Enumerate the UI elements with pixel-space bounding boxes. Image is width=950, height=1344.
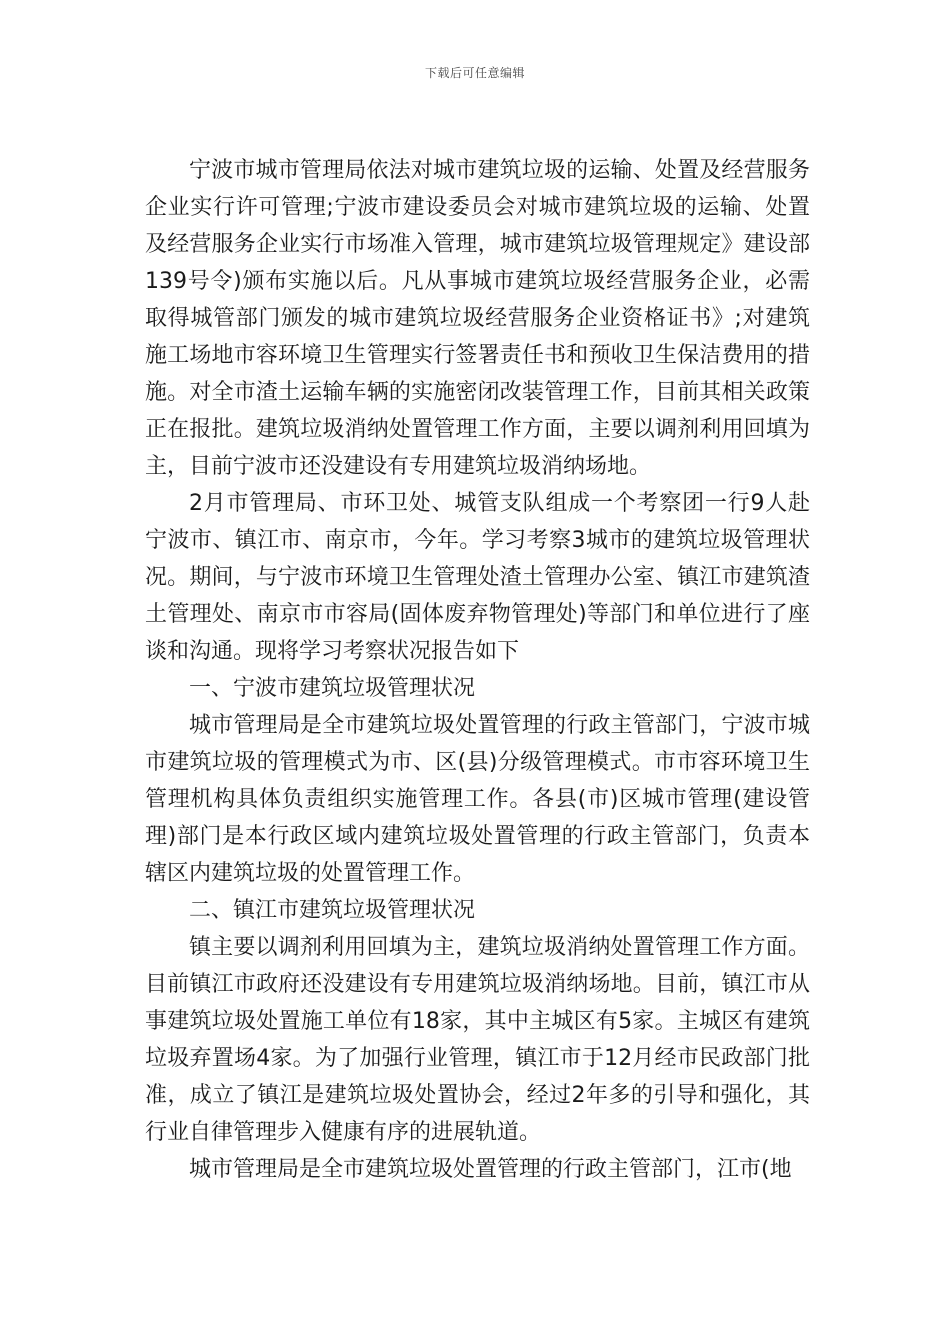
- document-body: [145, 152, 810, 1188]
- paragraph-ningbo-intro: 宁波市城市管理局依法对城市建筑垃圾的运输、处置及经营服务企业实行许可管理;宁波市建设委员会对城市建筑垃圾的运输、处置及经营服务企业实行市场准入管理，城市建筑垃圾管理规定》建设部139号令)颁布实施以后。凡从事城市建筑垃圾经营服务企业，必需取得城管部门颁发的城市建筑垃圾经营服务企业资格证书》;对建筑施工场地市容环境卫生管理实行签署责任书和预收卫生保洁费用的措施。对全市渣土运输车辆的实施密闭改装管理工作，目前其相关政策正在报批。建筑垃圾消纳处置管理工作方面，主要以调剂利用回填为主，目前宁波市还没建设有专用建筑垃圾消纳场地。: [145, 158, 810, 479]
- paragraph-zhenjiang-authority: 城市管理局是全市建筑垃圾处置管理的行政主管部门，江市(地: [189, 1157, 792, 1182]
- paragraph-inspection-overview: 2月市管理局、市环卫处、城管支队组成一个考察团一行9人赴宁波市、镇江市、南京市，今年。学习考察3城市的建筑垃圾管理状况。期间，与宁波市环境卫生管理处渣土管理办公室、镇江市建筑渣土管理处、南京市市容局(固体废弃物管理处)等部门和单位进行了座谈和沟通。现将学习考察状况报告如下: [145, 491, 810, 664]
- page-header: 下载后可任意编辑: [424, 66, 525, 80]
- section-heading-zhenjiang: 二、镇江市建筑垃圾管理状况: [189, 898, 476, 923]
- paragraph-ningbo-management: 城市管理局是全市建筑垃圾处置管理的行政主管部门，宁波市城市建筑垃圾的管理模式为市、区(县)分级管理模式。市市容环境卫生管理机构具体负责组织实施管理工作。各县(市)区城市管理(建设管理)部门是本行政区域内建筑垃圾处置管理的行政主管部门，负责本辖区内建筑垃圾的处置管理工作。: [145, 713, 810, 886]
- section-heading-ningbo: 一、宁波市建筑垃圾管理状况: [189, 676, 476, 701]
- paragraph-zhenjiang-management: 镇主要以调剂利用回填为主，建筑垃圾消纳处置管理工作方面。目前镇江市政府还没建设有专用建筑垃圾消纳场地。目前，镇江市从事建筑垃圾处置施工单位有18家，其中主城区有5家。主城区有建筑垃圾弃置场4家。为了加强行业管理，镇江市于12月经市民政部门批准，成立了镇江是建筑垃圾处置协会，经过2年多的引导和强化，其行业自律管理步入健康有序的进展轨道。: [145, 935, 810, 1145]
